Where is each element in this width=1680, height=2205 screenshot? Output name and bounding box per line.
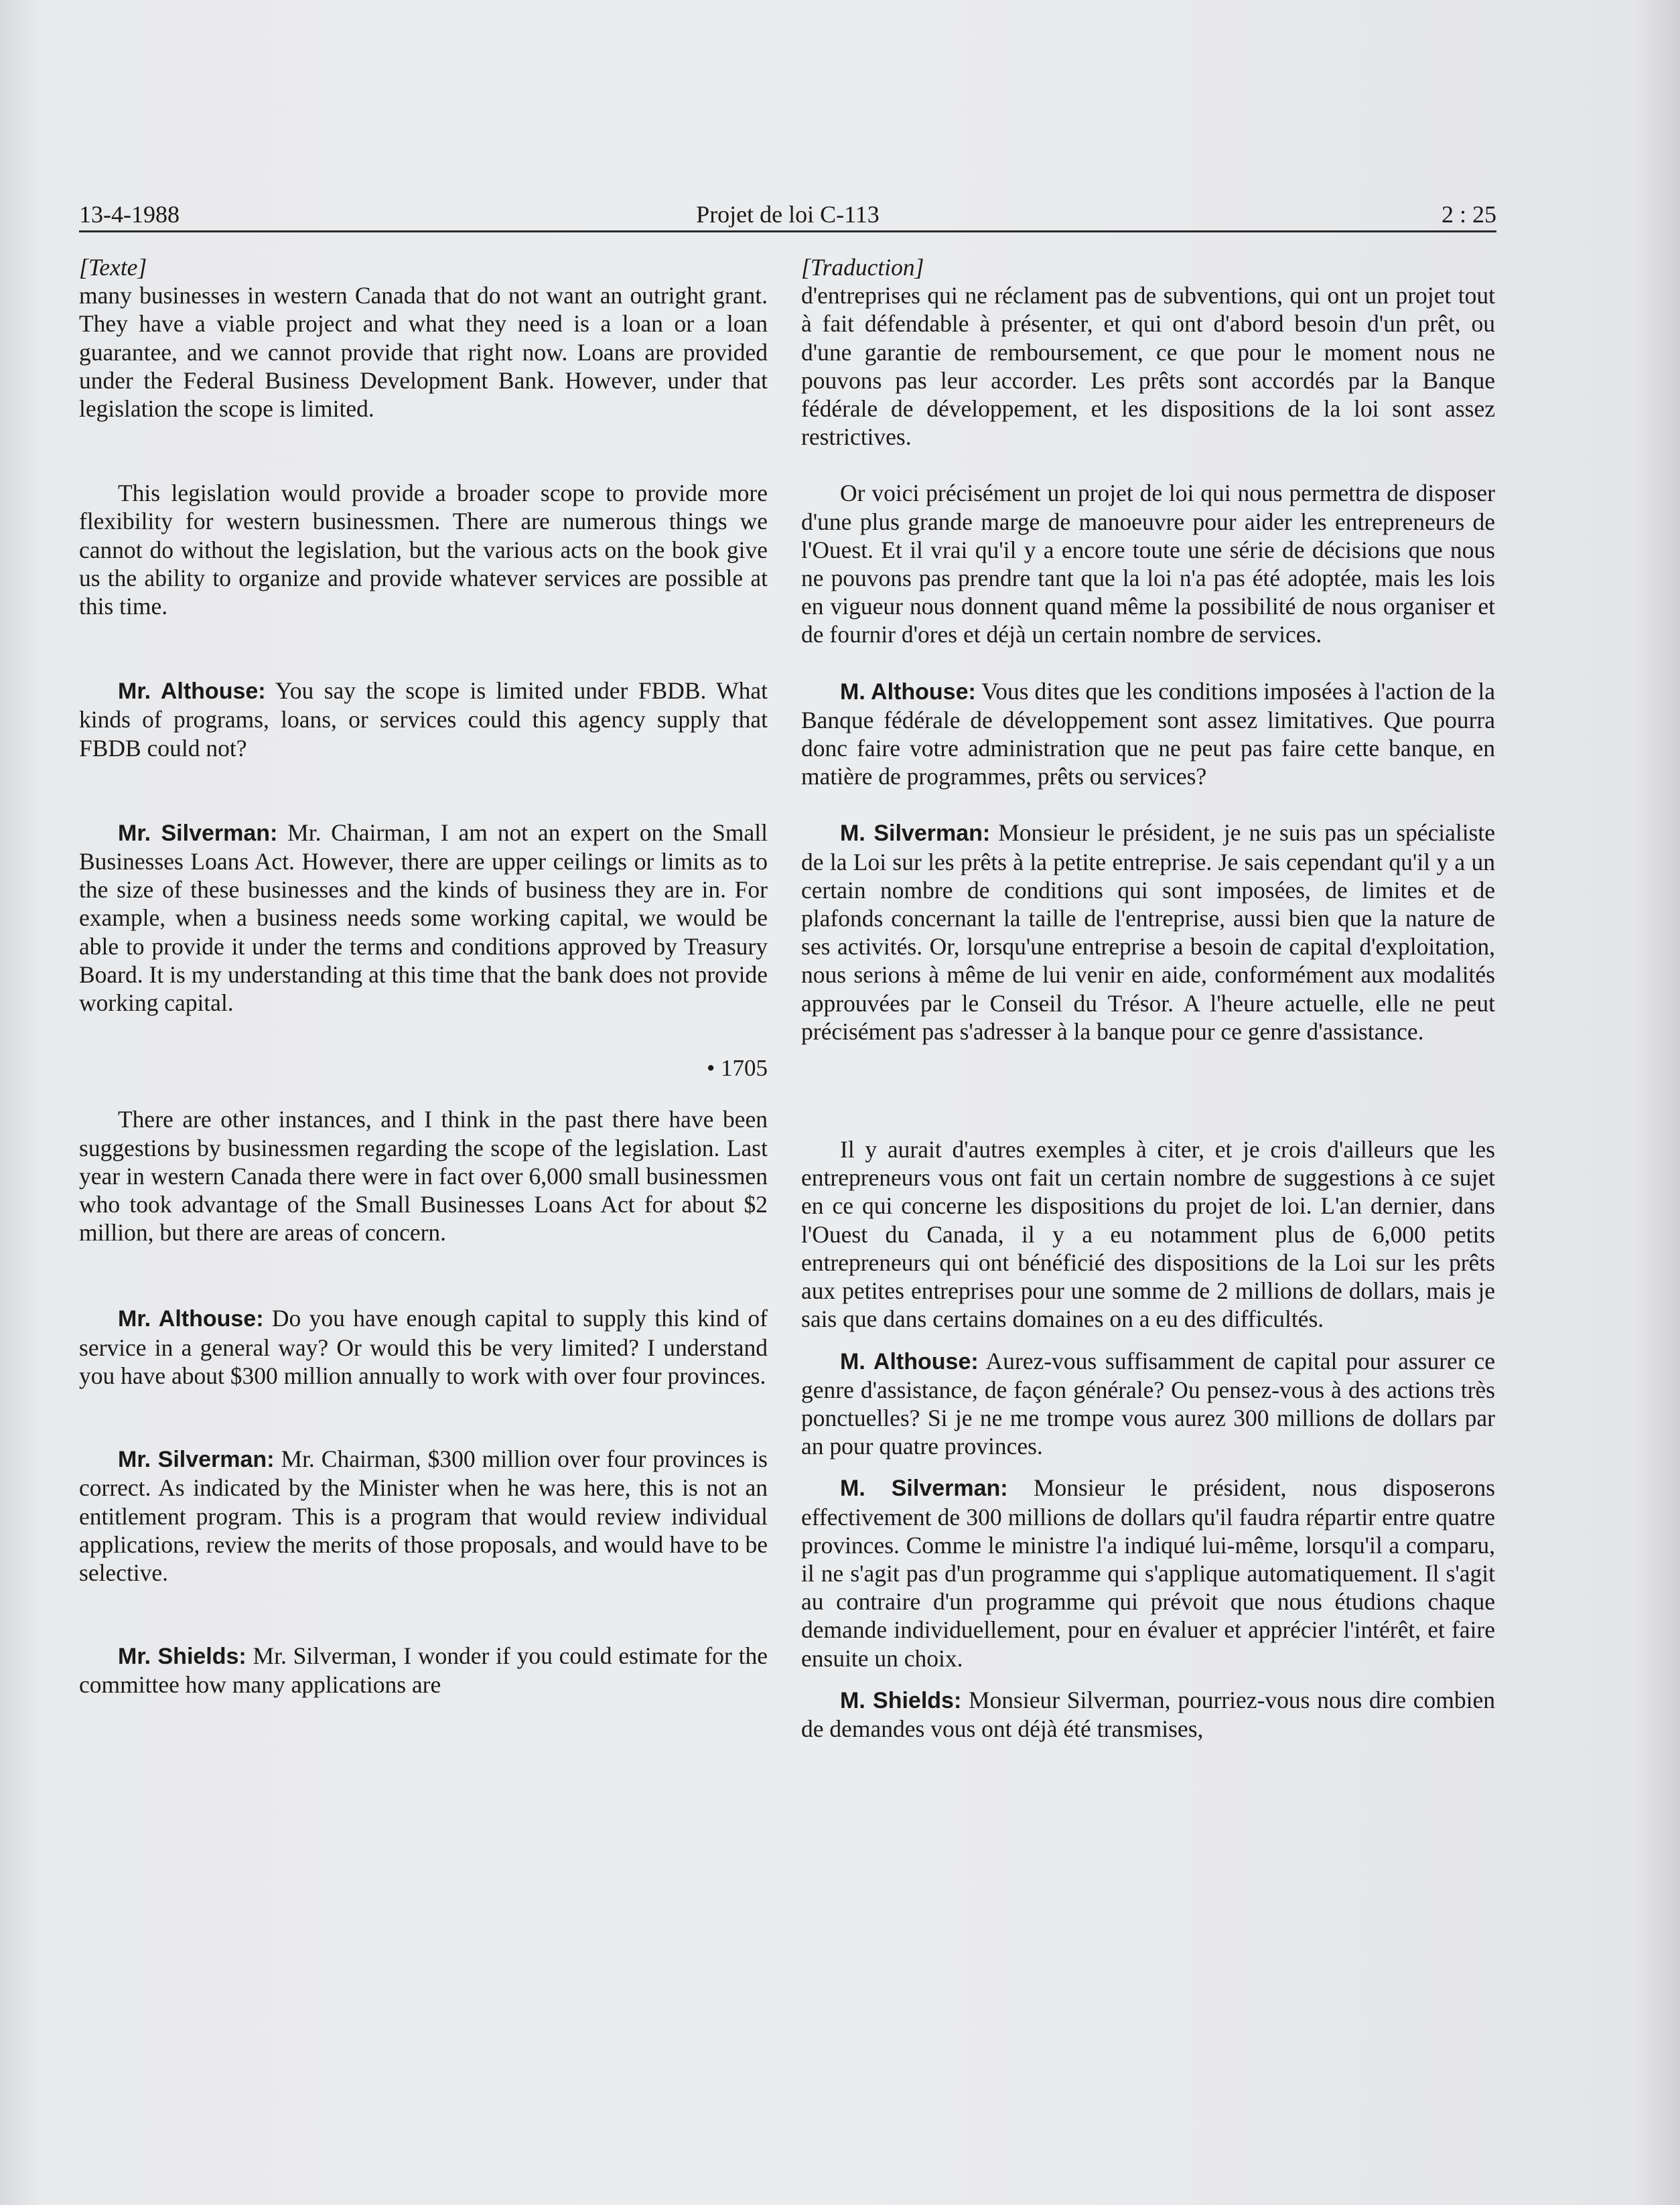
speech-paragraph xyxy=(79,1304,768,1390)
speech-text: Vous dites que les conditions imposées à l'action de la Banque fédérale de développement sont assez limitatives. Que pourra donc faire votre administration que ne peut pas faire cette banque, en matière de programmes, prêts ou services? xyxy=(801,677,1495,790)
speech-paragraph xyxy=(79,1642,768,1699)
speech-paragraph xyxy=(79,1445,768,1587)
speech-paragraph xyxy=(801,677,1495,791)
header-title: Projet de loi C-113 xyxy=(696,201,880,228)
speaker-name: Mr. Althouse: xyxy=(118,1306,264,1332)
speaker-name: Mr. Silverman: xyxy=(118,1447,275,1473)
french-column xyxy=(801,253,1495,1743)
speech-text: Do you have enough capital to supply this kind of service in a general way? Or would this be very limited? I understand you have about $300 million annually to work with over four provinces. xyxy=(79,1305,768,1389)
paragraph: Il y aurait d'autres exemples à citer, et je crois d'ailleurs que les entrepreneurs vous ont fait un certain nombre de suggestions à ce sujet en ce qui concerne les dispositions du projet de loi. L'an dernier, dans l'Ouest du Canada, il y a eu notamment plus de 6,000 petits entrepreneurs qui ont bénéficié des dispositions de la Loi sur les prêts aux petites entreprises pour une somme de 2 millions de dollars, mais je sais que dans certains domaines on a eu des difficultés. xyxy=(801,1136,1495,1333)
speech-text: Mr. Silverman, I wonder if you could estimate for the committee how many applications are xyxy=(79,1642,768,1699)
speech-text: Mr. Chairman, I am not an expert on the Small Businesses Loans Act. However, there are upper ceilings or limits as to the size of these businesses and the kinds of business they are in. For example, when a business needs some working capital, we would be able to provide it under the terms and conditions approved by Treasury Board. It is my understanding at this time that the bank does not provide working capital. xyxy=(79,819,768,1017)
paragraph: This legislation would provide a broader scope to provide more flexibility for western businessmen. There are numerous things we cannot do without the legislation, but the various acts on the book give us the ability to organize and provide whatever services are possible at this time. xyxy=(79,480,768,620)
speaker-name: M. Shields: xyxy=(840,1687,962,1713)
paragraph: Or voici précisément un projet de loi qui nous permettra de disposer d'une plus grande marge de manoeuvre pour aider les entrepreneurs de l'Ouest. Et il vrai qu'il y a encore toute une série de décisions que nous ne pouvons pas prendre tant que la loi n'a pas été adoptée, mais les lois en vigueur nous donnent quand même la possibilité de nous organiser et de fournir d'ores et déjà un certain nombre de services. xyxy=(801,480,1495,648)
speech-text: You say the scope is limited under FBDB. What kinds of programs, loans, or services could this agency supply that FBDB could not? xyxy=(79,677,768,762)
speaker-name: M. Althouse: xyxy=(840,679,976,705)
english-column xyxy=(79,253,768,1699)
speech-text: Mr. Chairman, $300 million over four provinces is correct. As indicated by the Minister when he was here, this is not an entitlement program. This is a program that would review individual applications, review the merits of those proposals, and would have to be selective. xyxy=(79,1445,768,1586)
speech-text: Monsieur le président, je ne suis pas un spécialiste de la Loi sur les prêts à la petite entreprise. Je sais cependant qu'il y a un certain nombre de conditions qui sont imposées, de limites et de plafonds concernant la taille de l'entreprise, aussi bien que la nature de ses activités. Or, lorsqu'une entreprise a besoin de capital d'exploitation, nous serions à même de lui venir en aide, conformément aux modalités approuvées par le Conseil du Trésor. A l'heure actuelle, elle ne peut précisément pas s'adresser à la banque pour ce genre d'assistance. xyxy=(801,819,1495,1045)
time-marker: • 1705 xyxy=(706,1055,768,1082)
speech-paragraph xyxy=(801,819,1495,1046)
speech-text: Monsieur le président, nous disposerons effectivement de 300 millions de dollars qu'il faudra répartir entre quatre provinces. Comme le ministre l'a indiqué lui-même, lorsqu'il a comparu, il ne s'agit pas d'un programme qui s'applique automatiquement. Il s'agit au contraire d'un programme qui prévoit que nous étudions chaque demande individuellement, pour en évaluer et apprécier l'intérêt, et faire ensuite un choix. xyxy=(801,1474,1495,1672)
paragraph: many businesses in western Canada that do not want an outright grant. They have a viable project and what they need is a loan or a loan guarantee, and we cannot provide that right now. Loans are provided under the Federal Business Development Bank. However, under that legislation the scope is limited. xyxy=(79,282,768,423)
header-page-number: 2 : 25 xyxy=(1441,201,1496,228)
speaker-name: M. Silverman: xyxy=(840,821,991,847)
header-date: 13-4-1988 xyxy=(79,201,180,228)
speaker-name: Mr. Shields: xyxy=(118,1644,247,1670)
speech-text: Monsieur Silverman, pourriez-vous nous dire combien de demandes vous ont déjà été transmises, xyxy=(801,1686,1495,1742)
speech-paragraph xyxy=(79,819,768,1017)
header-rule xyxy=(79,230,1496,232)
speech-paragraph xyxy=(801,1347,1495,1461)
speech-text: Aurez-vous suffisamment de capital pour assurer ce genre d'assistance, de façon générale? Ou pensez-vous à des actions très ponctuelles? Si je ne me trompe vous aurez 300 millions de dollars par an pour quatre provinces. xyxy=(801,1347,1495,1460)
column-tag: [Texte] xyxy=(79,254,147,281)
speech-paragraph xyxy=(801,1474,1495,1672)
speech-paragraph xyxy=(79,677,768,762)
speech-paragraph xyxy=(801,1686,1495,1743)
speaker-name: Mr. Althouse: xyxy=(118,679,266,705)
running-header xyxy=(79,200,1496,229)
column-tag: [Traduction] xyxy=(801,254,924,281)
speaker-name: Mr. Silverman: xyxy=(118,820,278,846)
speaker-name: M. Silverman: xyxy=(840,1476,1008,1502)
paragraph: There are other instances, and I think in the past there have been suggestions by businessmen regarding the scope of the legislation. Last year in western Canada there were in fact over 6,000 small businessmen who took advantage of the Small Businesses Loans Act for about $2 million, but there are areas of concern. xyxy=(79,1106,768,1247)
paragraph: d'entreprises qui ne réclament pas de subventions, qui ont un projet tout à fait défendable à présenter, et qui ont d'abord besoin d'un prêt, ou d'une garantie de remboursement, ce que pour le moment nous ne pouvons pas leur accorder. Les prêts sont accordés par la Banque fédérale de développement, et les dispositions de la loi sont assez restrictives. xyxy=(801,282,1495,451)
speaker-name: M. Althouse: xyxy=(840,1348,979,1374)
